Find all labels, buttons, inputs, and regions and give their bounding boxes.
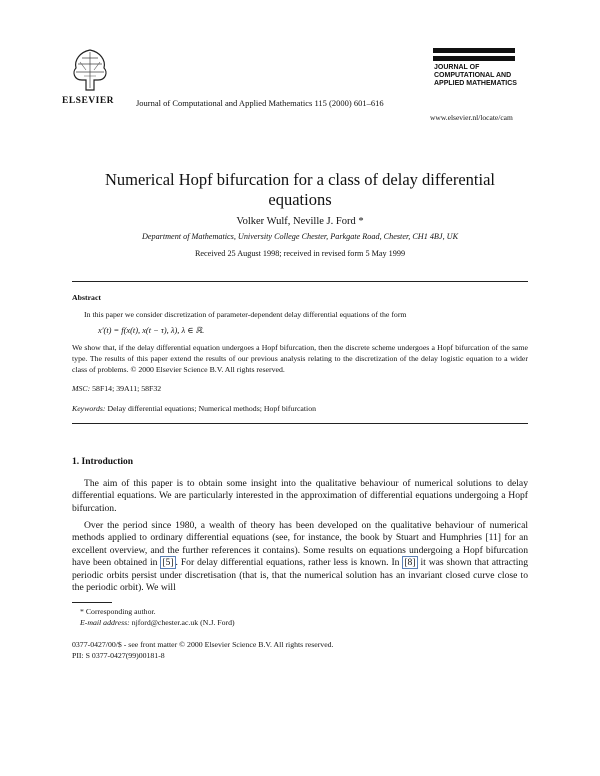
title-line: equations: [268, 190, 332, 209]
abstract-intro: In this paper we consider discretization of parameter-dependent delay differential equations of the form: [84, 310, 407, 319]
intro-paragraph-2: [72, 520, 528, 594]
keywords-label: Keywords:: [72, 404, 106, 413]
elsevier-logo: [66, 44, 114, 94]
abstract-rule-top: [72, 281, 528, 282]
msc-label: MSC:: [72, 384, 91, 393]
elsevier-tree-icon: [66, 44, 114, 94]
journal-citation: Journal of Computational and Applied Mathematics 115 (2000) 601–616: [136, 98, 384, 108]
email-note: [80, 618, 235, 627]
pii-line: PII: S 0377-0427(99)00181-8: [72, 651, 165, 660]
footnote-rule: [72, 602, 112, 603]
intro-paragraph-1: The aim of this paper is to obtain some insight into the qualitative behaviour of numerical solutions to delay differential equations. We are particularly interested in the approximation of differential equations undergoing a Hopf bifurcation.: [72, 478, 528, 514]
para2-text: it was shown that attracting periodic orbits persist under discretisation (that is, that the numerical solution has an invariant closed curve close to the periodic orbit). We will: [72, 557, 528, 594]
section-heading: 1. Introduction: [72, 457, 134, 467]
received-dates: Received 25 August 1998; received in revised form 5 May 1999: [194, 249, 406, 258]
msc-value: 58F14; 39A11; 58F32: [90, 384, 162, 393]
abstract-body: We show that, if the delay differential equation undergoes a Hopf bifurcation, then the discrete scheme undergoes a Hopf bifurcation of the same type. The results of this paper extend the results of our previous analysis relating to the discretization of the delay logistic equation to a wider class of problems. © 2000 Elsevier Science B.V. All rights reserved.: [72, 343, 528, 374]
affiliation: Department of Mathematics, University College Chester, Parkgate Road, Chester, CH1 4BJ, UK: [141, 232, 459, 241]
corresponding-note: * Corresponding author.: [80, 607, 156, 616]
brand-line: APPLIED MATHEMATICS: [434, 80, 517, 87]
email-label: E-mail address:: [80, 618, 130, 627]
brand-rule-top: [433, 48, 515, 53]
brand-line: JOURNAL OF: [434, 64, 480, 71]
authors: Volker Wulf, Neville J. Ford *: [236, 216, 364, 227]
brand-rule-bottom: [433, 56, 515, 61]
article-title: [60, 170, 540, 210]
keywords: [72, 403, 316, 414]
citation-link[interactable]: [5]: [162, 557, 174, 569]
email-value: njford@chester.ac.uk (N.J. Ford): [129, 618, 235, 627]
journal-url[interactable]: www.elsevier.nl/locate/cam: [430, 113, 513, 122]
para2-text: Over the period since 1980, a wealth of theory has been developed on the qualitative behaviour of numerical methods applied to ordinary differential equations (see, for instance, the book by Stuart and Humphries [11] for an excellent overview, and the further references it contains). Some results on equations undergoing a Hopf bifurcation have been obtained in: [72, 520, 528, 569]
abstract-heading: Abstract: [72, 293, 102, 302]
abstract-rule-bottom: [72, 423, 528, 424]
copyright-line: 0377-0427/00/$ - see front matter © 2000 Elsevier Science B.V. All rights reserved.: [72, 640, 334, 649]
journal-brand: [434, 64, 517, 88]
brand-line: COMPUTATIONAL AND: [434, 72, 512, 79]
keywords-value: Delay differential equations; Numerical methods; Hopf bifurcation: [105, 404, 317, 413]
para2-text: . For delay differential equations, rather less is known. In: [175, 557, 403, 569]
citation-link[interactable]: [8]: [404, 557, 416, 569]
abstract-equation: x′(t) = f(x(t), x(t − τ), λ), λ ∈ ℝ.: [98, 326, 205, 335]
msc-codes: [72, 383, 161, 394]
publisher-name: ELSEVIER: [62, 96, 115, 106]
title-line: Numerical Hopf bifurcation for a class of delay differential: [104, 170, 496, 189]
